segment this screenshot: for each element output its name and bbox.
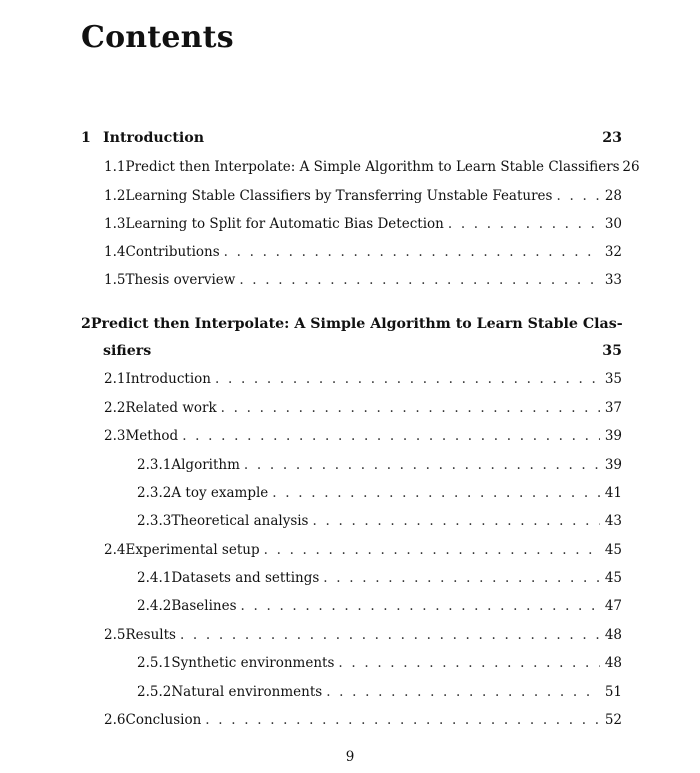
toc-page: 28: [604, 188, 622, 204]
toc-title: Learning to Split for Automatic Bias Detection: [125, 216, 444, 232]
toc-number: 2.4: [104, 542, 126, 558]
toc-title: Natural environments: [171, 684, 323, 700]
dot-leader: [556, 188, 600, 204]
toc-number: 1.2: [104, 188, 126, 204]
toc-subsection[interactable]: [137, 457, 622, 473]
page-number: 9: [345, 749, 355, 765]
toc-section[interactable]: [104, 542, 622, 558]
toc-title: Baselines: [171, 598, 237, 614]
dot-leader: [448, 216, 600, 232]
toc-subsection[interactable]: [137, 485, 622, 501]
toc-number: 2.5.2: [137, 684, 172, 700]
toc-number: 2.4.2: [137, 598, 172, 614]
toc-chapter[interactable]: [81, 130, 622, 146]
toc-title: A toy example: [171, 485, 269, 501]
toc-number: 1: [81, 130, 91, 146]
toc-number: 1.5: [104, 272, 126, 288]
toc-title: Theoretical analysis: [171, 513, 309, 529]
toc-number: 2.3: [104, 428, 126, 444]
toc-page: 23: [602, 130, 622, 146]
toc-subsection[interactable]: [137, 570, 622, 586]
dot-leader: [215, 371, 600, 387]
toc-section[interactable]: [104, 428, 622, 444]
toc-number: 2: [81, 316, 91, 332]
toc-title: Introduction: [103, 130, 205, 146]
toc-section[interactable]: [104, 188, 622, 204]
toc-page: 39: [604, 428, 622, 444]
toc-number: 1.3: [104, 216, 126, 232]
toc-title: Experimental setup: [125, 542, 260, 558]
dot-leader: [244, 457, 600, 473]
toc-title: Contributions: [125, 244, 220, 260]
toc-chapter-continuation[interactable]: [103, 343, 622, 359]
toc-page: 41: [604, 485, 622, 501]
dot-leader: [323, 570, 600, 586]
toc-section[interactable]: [104, 216, 622, 232]
toc-number: 2.3.1: [137, 457, 172, 473]
toc-number: 2.6: [104, 712, 126, 728]
toc-number: 2.1: [104, 371, 126, 387]
toc-chapter[interactable]: [81, 316, 622, 332]
toc-page: 35: [604, 371, 622, 387]
toc-section[interactable]: [104, 712, 622, 728]
toc-number: 1.4: [104, 244, 126, 260]
toc-page: 30: [604, 216, 622, 232]
dot-leader: [182, 428, 600, 444]
toc-title: Synthetic environments: [171, 655, 335, 671]
toc-section[interactable]: [104, 627, 622, 643]
toc-section[interactable]: [104, 159, 640, 175]
toc-title: Conclusion: [125, 712, 202, 728]
toc-page: 35: [602, 343, 622, 359]
toc-page: 45: [604, 570, 622, 586]
toc-title: Learning Stable Classifiers by Transferring Unstable Features: [125, 188, 553, 204]
dot-leader: [338, 655, 600, 671]
toc-title: Results: [125, 627, 176, 643]
toc-subsection[interactable]: [137, 684, 622, 700]
toc-title: Algorithm: [171, 457, 240, 473]
toc-title: Related work: [125, 400, 217, 416]
toc-page: 32: [604, 244, 622, 260]
toc-page: 43: [604, 513, 622, 529]
toc-subsection[interactable]: [137, 513, 622, 529]
toc-section[interactable]: [104, 371, 622, 387]
dot-leader: [239, 272, 600, 288]
toc-page: 37: [604, 400, 622, 416]
dot-leader: [205, 712, 600, 728]
toc-page: 51: [604, 684, 622, 700]
toc-page: 47: [604, 598, 622, 614]
toc-number: 2.5.1: [137, 655, 172, 671]
toc-title: sifiers: [103, 343, 152, 359]
dot-leader: [264, 542, 600, 558]
dot-leader: [221, 400, 600, 416]
toc-number: 1.1: [104, 159, 126, 175]
toc-number: 2.3.2: [137, 485, 172, 501]
dot-leader: [180, 627, 600, 643]
toc-page: 26: [622, 159, 640, 175]
toc-page: 52: [604, 712, 622, 728]
toc-subsection[interactable]: [137, 655, 622, 671]
toc-page: 33: [604, 272, 622, 288]
toc-section[interactable]: [104, 272, 622, 288]
dot-leader: [224, 244, 600, 260]
toc-number: 2.5: [104, 627, 126, 643]
page-title: Contents: [81, 20, 234, 55]
dot-leader: [313, 513, 601, 529]
dot-leader: [326, 684, 600, 700]
toc-title: Method: [125, 428, 179, 444]
toc-section[interactable]: [104, 400, 622, 416]
toc-page: 48: [604, 655, 622, 671]
toc-number: 2.3.3: [137, 513, 172, 529]
toc-page: 45: [604, 542, 622, 558]
toc-title: Predict then Interpolate: A Simple Algorithm to Learn Stable Classifiers: [125, 159, 620, 175]
toc-number: 2.4.1: [137, 570, 172, 586]
toc-title: Predict then Interpolate: A Simple Algorithm to Learn Stable Clas-: [90, 316, 623, 332]
dot-leader: [241, 598, 601, 614]
toc-subsection[interactable]: [137, 598, 622, 614]
toc-title: Introduction: [125, 371, 211, 387]
toc-section[interactable]: [104, 244, 622, 260]
toc-page: 48: [604, 627, 622, 643]
toc-number: 2.2: [104, 400, 126, 416]
dot-leader: [272, 485, 600, 501]
toc-page: 39: [604, 457, 622, 473]
toc-title: Thesis overview: [125, 272, 236, 288]
toc-title: Datasets and settings: [171, 570, 320, 586]
